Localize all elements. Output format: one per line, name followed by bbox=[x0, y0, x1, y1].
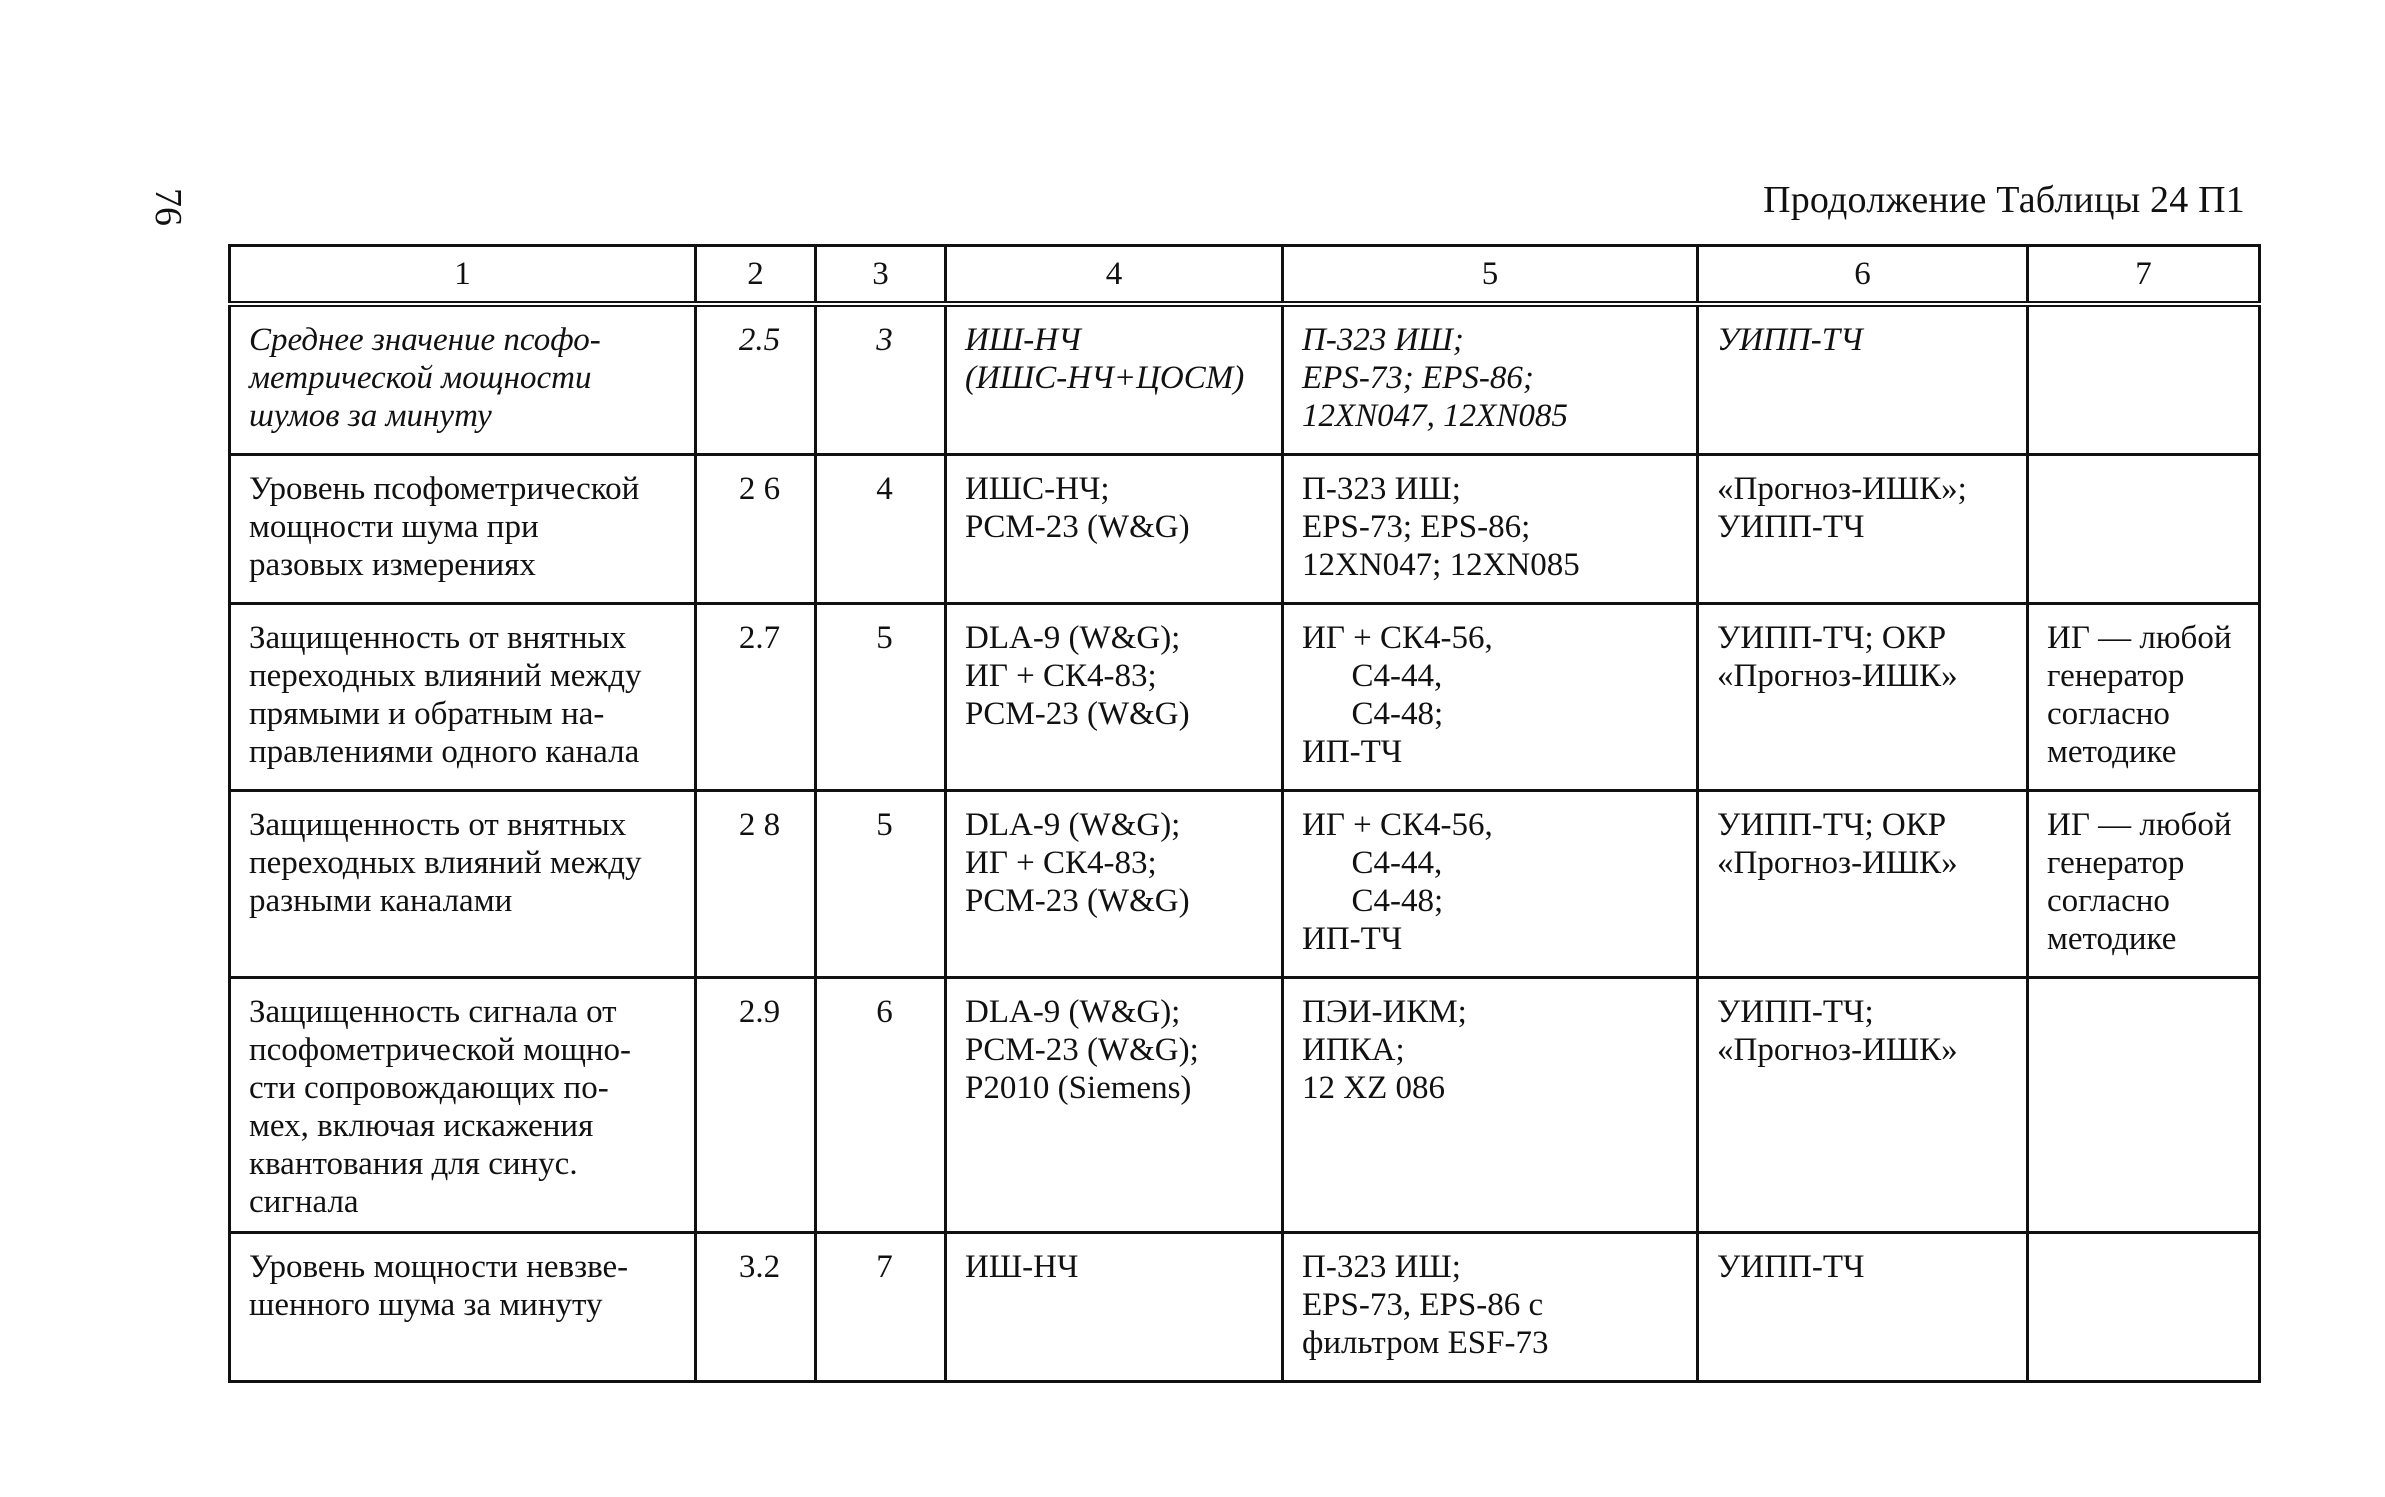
header-cell-5: 5 bbox=[1283, 246, 1698, 305]
equipment-text: ИГ + СК4-56, С4-44, С4-48; ИП-ТЧ bbox=[1302, 620, 1493, 770]
instrument-text: DLA-9 (W&G); ИГ + СК4-83; PCM-23 (W&G) bbox=[965, 807, 1190, 919]
note-cell bbox=[2028, 604, 2260, 791]
parameter-cell bbox=[230, 304, 696, 455]
device-cell bbox=[1698, 604, 2028, 791]
header-cell-6: 6 bbox=[1698, 246, 2028, 305]
device-cell bbox=[1698, 791, 2028, 978]
note-cell bbox=[2028, 304, 2260, 455]
header-row bbox=[230, 246, 2260, 305]
device-text: УИПП-ТЧ bbox=[1717, 322, 1863, 358]
clause-cell: 2.7 bbox=[696, 604, 816, 791]
parameter-cell bbox=[230, 455, 696, 604]
parameter-cell bbox=[230, 1233, 696, 1382]
number-cell: 3 bbox=[816, 304, 946, 455]
equipment-cell bbox=[1283, 304, 1698, 455]
parameter-text: Защищенность от внятных переходных влияний между разными каналами bbox=[249, 807, 642, 919]
table-row bbox=[230, 604, 2260, 791]
parameter-text: Уровень мощности невзве- шенного шума за минуту bbox=[249, 1249, 629, 1323]
instrument-text: ИШ-НЧ (ИШС-НЧ+ЦОСМ) bbox=[965, 322, 1245, 396]
table-caption: Продолжение Таблицы 24 П1 bbox=[1763, 179, 2245, 221]
device-cell bbox=[1698, 304, 2028, 455]
parameter-cell bbox=[230, 604, 696, 791]
table-row bbox=[230, 455, 2260, 604]
table-row bbox=[230, 978, 2260, 1233]
instrument-cell bbox=[946, 1233, 1283, 1382]
device-text: УИПП-ТЧ; «Прогноз-ИШК» bbox=[1717, 994, 1958, 1068]
note-cell bbox=[2028, 455, 2260, 604]
instrument-text: ИШС-НЧ; PCM-23 (W&G) bbox=[965, 471, 1190, 545]
device-cell bbox=[1698, 1233, 2028, 1382]
equipment-cell bbox=[1283, 791, 1698, 978]
device-text: УИПП-ТЧ; ОКР «Прогноз-ИШК» bbox=[1717, 620, 1958, 694]
parameter-cell bbox=[230, 978, 696, 1233]
specification-table bbox=[228, 244, 2261, 1383]
equipment-cell bbox=[1283, 1233, 1698, 1382]
instrument-cell bbox=[946, 978, 1283, 1233]
parameter-cell bbox=[230, 791, 696, 978]
header-cell-3: 3 bbox=[816, 246, 946, 305]
table-row bbox=[230, 791, 2260, 978]
instrument-cell bbox=[946, 304, 1283, 455]
device-cell bbox=[1698, 978, 2028, 1233]
equipment-text: ИГ + СК4-56, С4-44, С4-48; ИП-ТЧ bbox=[1302, 807, 1493, 957]
equipment-text: П-323 ИШ; EPS-73; EPS-86; 12XN047, 12XN085 bbox=[1302, 322, 1568, 434]
note-text: ИГ — любой генератор согласно методике bbox=[2047, 807, 2232, 957]
clause-cell: 2 8 bbox=[696, 791, 816, 978]
header-cell-1: 1 bbox=[230, 246, 696, 305]
instrument-cell bbox=[946, 791, 1283, 978]
parameter-text: Защищенность сигнала от псофометрической мощно- сти сопровождающих по- мех, включая искажения квантования для синус. сигнала bbox=[249, 994, 631, 1220]
header-cell-2: 2 bbox=[696, 246, 816, 305]
number-cell: 7 bbox=[816, 1233, 946, 1382]
note-cell bbox=[2028, 791, 2260, 978]
number-cell: 5 bbox=[816, 604, 946, 791]
instrument-cell bbox=[946, 455, 1283, 604]
header-cell-7: 7 bbox=[2028, 246, 2260, 305]
device-text: УИПП-ТЧ bbox=[1717, 1249, 1865, 1285]
table-row bbox=[230, 304, 2260, 455]
instrument-cell bbox=[946, 604, 1283, 791]
device-text: «Прогноз-ИШК»; УИПП-ТЧ bbox=[1717, 471, 1967, 545]
device-cell bbox=[1698, 455, 2028, 604]
note-text: ИГ — любой генератор согласно методике bbox=[2047, 620, 2232, 770]
equipment-cell bbox=[1283, 978, 1698, 1233]
equipment-text: П-323 ИШ; EPS-73; EPS-86; 12XN047; 12XN085 bbox=[1302, 471, 1580, 583]
parameter-text: Защищенность от внятных переходных влияний между прямыми и обратным на- правлениями одного канала bbox=[249, 620, 642, 770]
parameter-text: Уровень псофометрической мощности шума при разовых измерениях bbox=[249, 471, 640, 583]
table-row bbox=[230, 1233, 2260, 1382]
note-cell bbox=[2028, 978, 2260, 1233]
instrument-text: DLA-9 (W&G); ИГ + СК4-83; PCM-23 (W&G) bbox=[965, 620, 1190, 732]
parameter-text: Среднее значение псофо- метрической мощности шумов за минуту bbox=[249, 322, 601, 434]
clause-cell: 2.9 bbox=[696, 978, 816, 1233]
number-cell: 5 bbox=[816, 791, 946, 978]
equipment-text: П-323 ИШ; EPS-73, EPS-86 с фильтром ESF-73 bbox=[1302, 1249, 1549, 1361]
header-cell-4: 4 bbox=[946, 246, 1283, 305]
number-cell: 6 bbox=[816, 978, 946, 1233]
note-cell bbox=[2028, 1233, 2260, 1382]
equipment-cell bbox=[1283, 604, 1698, 791]
clause-cell: 3.2 bbox=[696, 1233, 816, 1382]
clause-cell: 2 6 bbox=[696, 455, 816, 604]
device-text: УИПП-ТЧ; ОКР «Прогноз-ИШК» bbox=[1717, 807, 1958, 881]
page-number: 76 bbox=[147, 188, 189, 226]
instrument-text: ИШ-НЧ bbox=[965, 1249, 1079, 1285]
clause-cell: 2.5 bbox=[696, 304, 816, 455]
number-cell: 4 bbox=[816, 455, 946, 604]
instrument-text: DLA-9 (W&G); PCM-23 (W&G); P2010 (Siemens) bbox=[965, 994, 1199, 1106]
equipment-cell bbox=[1283, 455, 1698, 604]
equipment-text: ПЭИ-ИКМ; ИПКА; 12 XZ 086 bbox=[1302, 994, 1467, 1106]
